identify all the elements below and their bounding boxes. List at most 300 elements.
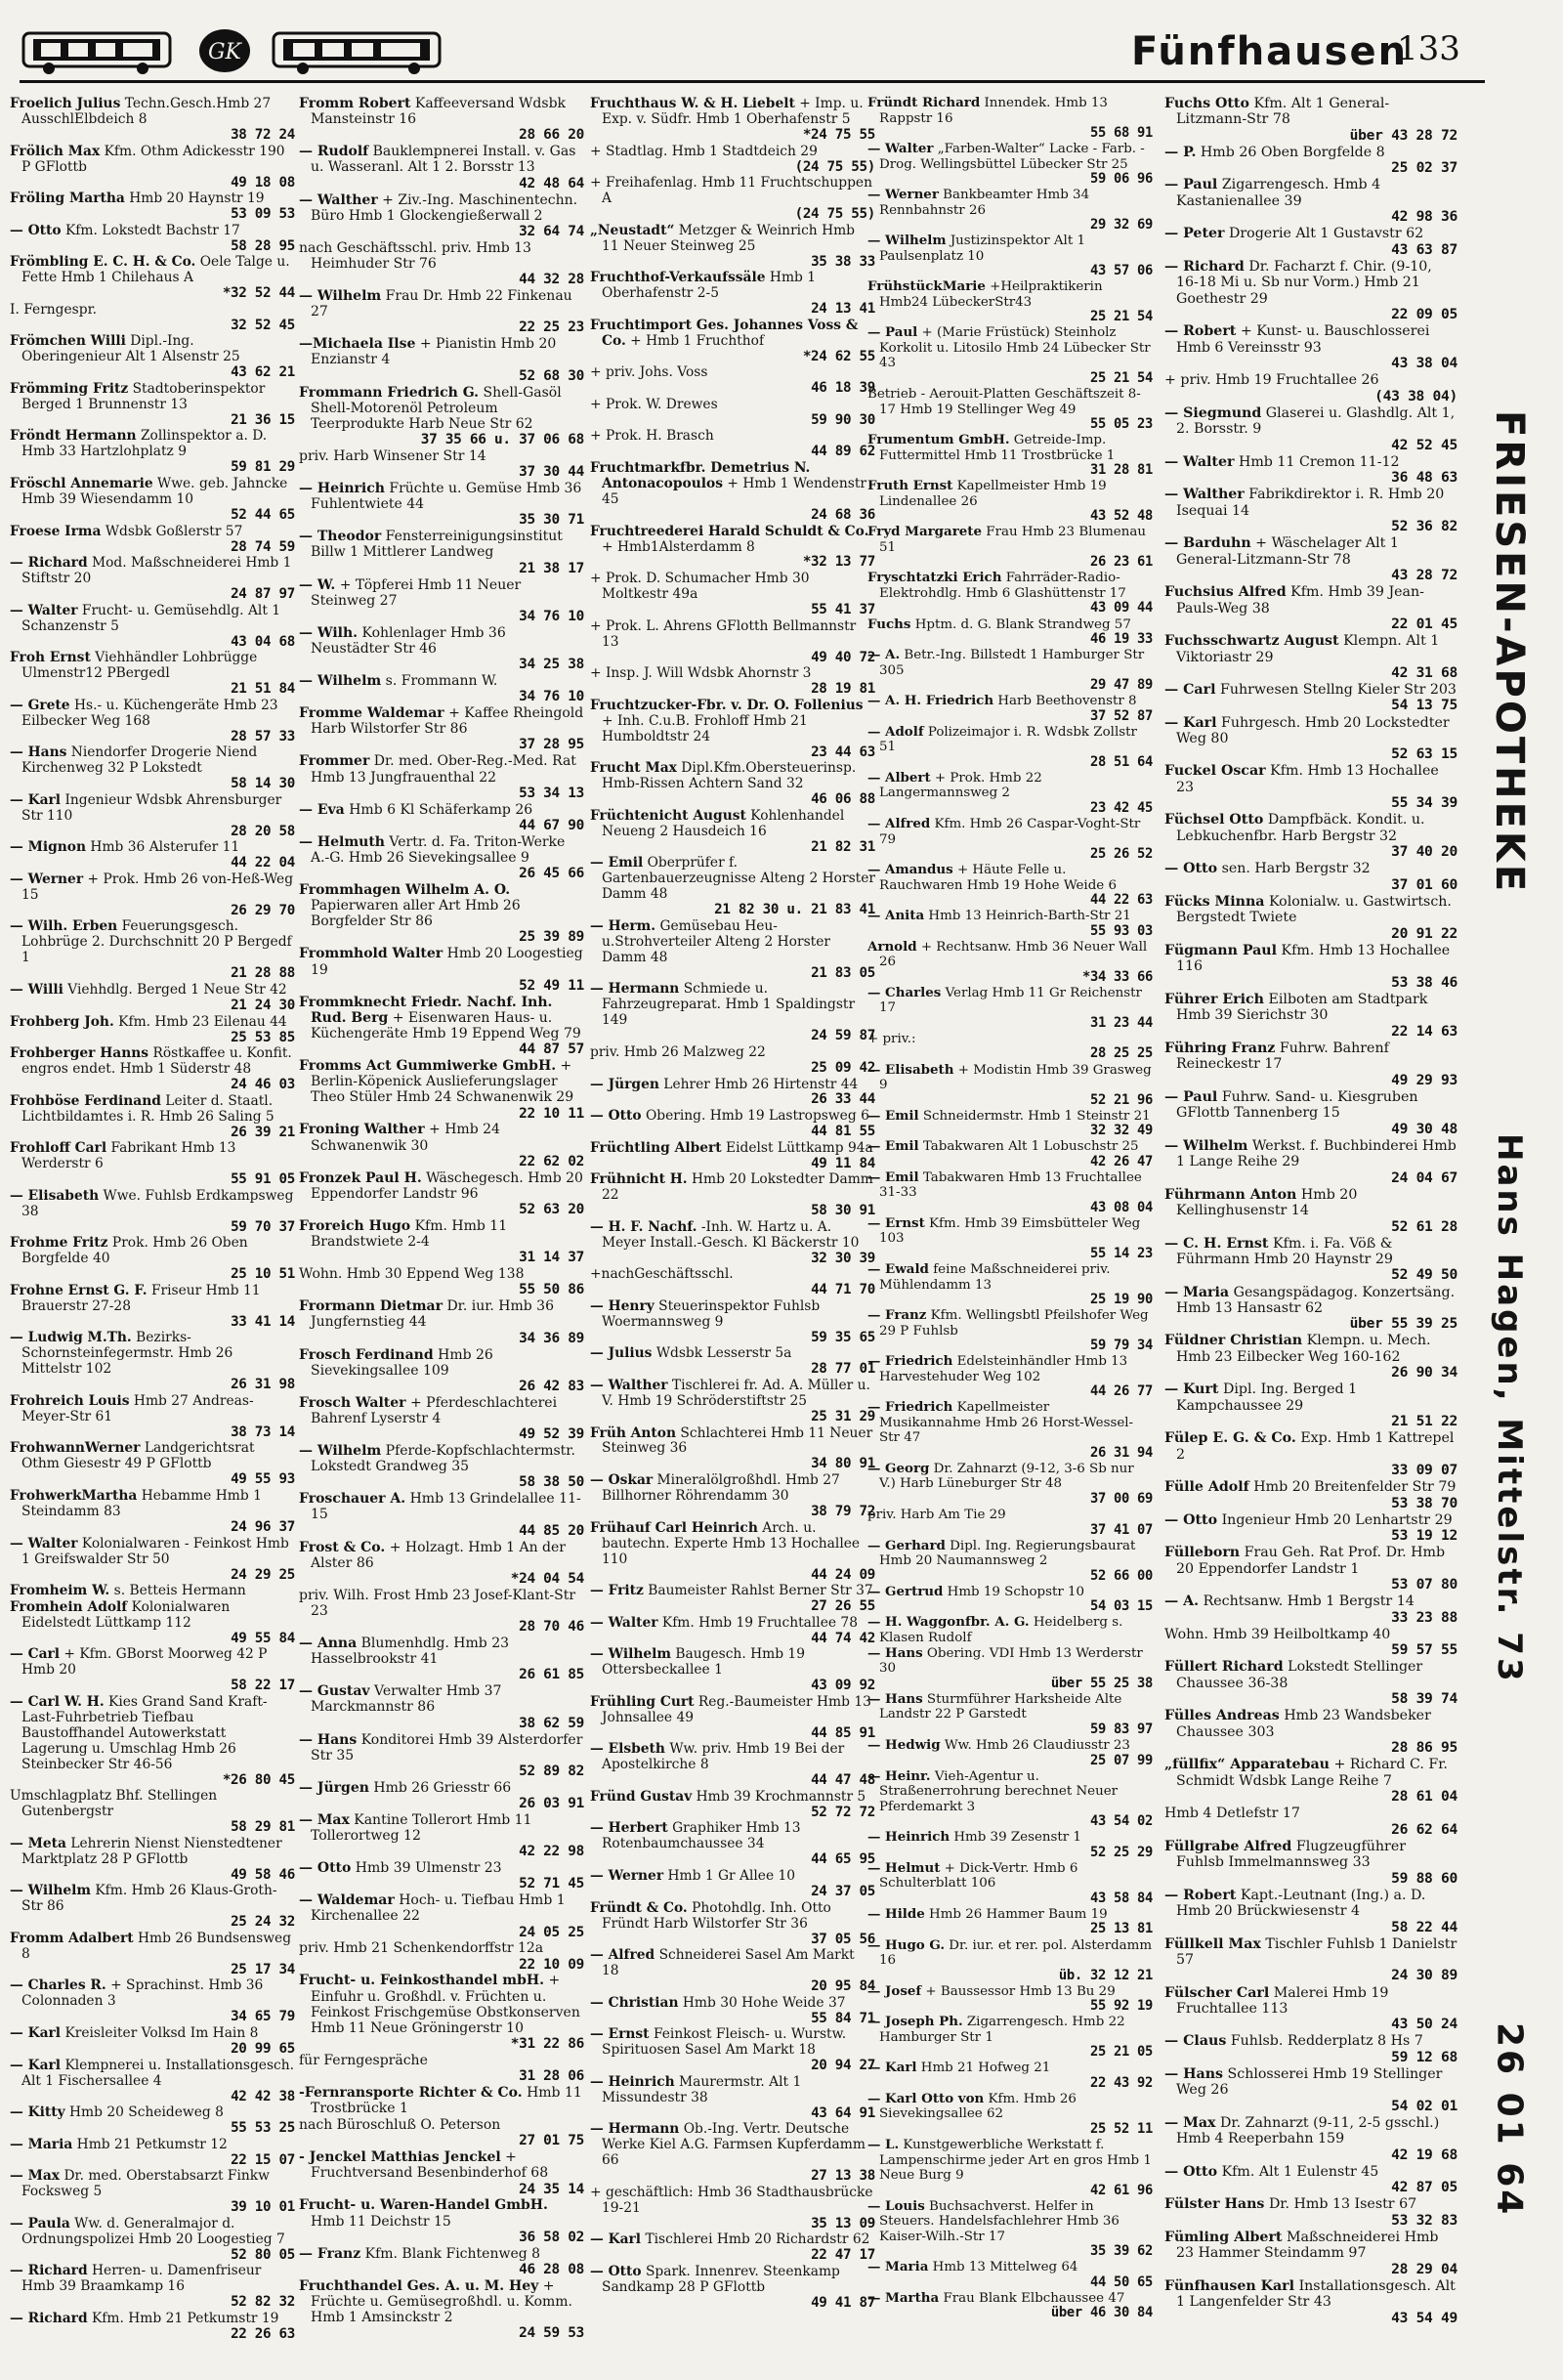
entry-name: Froh Ernst xyxy=(10,650,91,666)
entry-name: Froese Irma xyxy=(10,523,102,539)
entry-phone: 31 14 37 xyxy=(519,1250,584,1266)
entry-phone: 59 83 97 xyxy=(1089,1721,1153,1737)
entry-details: Polizeimajor i. R. Wdsbk Zollstr 51 xyxy=(879,724,1137,755)
directory-entry xyxy=(590,1077,875,1108)
entry-phone: 26 61 85 xyxy=(519,1667,584,1683)
entry-details: Hmb 26 Hammer Baum 19 xyxy=(929,1906,1108,1922)
entry-details: Kunstgewerbliche Werkstatt f. Lampenschirme jeder Art en gros Hmb 1 Neue Burg 9 xyxy=(879,2138,1152,2183)
entry-phone: 29 47 89 xyxy=(1089,677,1153,694)
directory-entry xyxy=(867,1938,1153,1984)
directory-entry xyxy=(1164,372,1457,404)
entry-phone: 42 26 47 xyxy=(1089,1153,1153,1169)
directory-entry xyxy=(867,1262,1153,1308)
entry-phone: 43 04 68 xyxy=(231,633,295,650)
entry-name: Fruchthof-Verkaufssäle xyxy=(590,270,766,286)
directory-entry xyxy=(10,1045,295,1092)
entry-details: Frau Hmb 23 Blumenau 51 xyxy=(879,525,1146,555)
directory-entry xyxy=(1164,1430,1457,1478)
entry-details: nach Büroschluß O. Peterson xyxy=(299,2117,501,2134)
entry-details: Arch. u. bautechn. Experte Hmb 13 Hochallee 110 xyxy=(602,1519,861,1567)
entry-name: — Hans xyxy=(10,744,67,761)
entry-name: — Paul xyxy=(1164,1088,1218,1105)
directory-entry xyxy=(1164,1041,1457,1088)
entry-details: Ww. priv. Hmb 19 Bei der Apostelkirche 8 xyxy=(602,1741,845,1773)
directory-column-2 xyxy=(299,96,584,2342)
directory-entry xyxy=(867,1139,1153,1169)
entry-phone: 37 28 95 xyxy=(519,737,584,753)
entry-phone: 55 05 23 xyxy=(1089,416,1153,433)
entry-name: — Otto xyxy=(1164,2163,1218,2180)
entry-phone: 58 30 91 xyxy=(811,1203,875,1219)
entry-phone: 22 62 02 xyxy=(519,1153,584,1169)
entry-phone: 59 70 37 xyxy=(231,1218,295,1235)
entry-phone: (24 75 55) xyxy=(794,206,875,223)
entry-name: — Waldemar xyxy=(299,1892,395,1909)
entry-name: Froschauer A. xyxy=(299,1491,406,1508)
entry-name: — Herbert xyxy=(590,1820,668,1837)
header-advertisement xyxy=(20,25,449,76)
entry-name: — Julius xyxy=(590,1345,653,1362)
entry-details: Frau Dr. Hmb 22 Finkenau 27 xyxy=(311,288,572,320)
entry-details: Pferde-Kopfschlachtermstr. Lokstedt Grandweg 35 xyxy=(311,1443,575,1475)
entry-name: —Michaela Ilse xyxy=(299,336,416,353)
entry-details: Fuhrgesch. Hmb 20 Lockstedter Weg 80 xyxy=(1176,714,1450,746)
entry-phone: 43 09 44 xyxy=(1089,600,1153,616)
entry-phone: 46 28 08 xyxy=(519,2261,584,2277)
directory-entry xyxy=(867,1646,1153,1692)
entry-phone: *24 62 55 xyxy=(802,348,875,364)
directory-entry xyxy=(867,2138,1153,2198)
directory-entry xyxy=(1164,1806,1457,1838)
entry-phone: 28 66 20 xyxy=(519,127,584,144)
entry-phone: 52 49 50 xyxy=(1391,1266,1457,1284)
entry-details: Reg.-Baumeister Hmb 13 Johnsallee 49 xyxy=(602,1693,871,1725)
directory-entry xyxy=(299,240,584,288)
directory-entry xyxy=(299,385,584,448)
directory-entry xyxy=(867,142,1153,188)
entry-name: Fülleborn xyxy=(1164,1545,1241,1561)
entry-name: — Charles xyxy=(867,984,942,1000)
entry-details: Hmb 26 Oben Borgfelde 8 xyxy=(1200,144,1385,160)
entry-name: Frucht- u. Waren-Handel GmbH. xyxy=(299,2197,548,2214)
directory-entry xyxy=(590,2026,875,2073)
entry-name: — Paula xyxy=(10,2215,70,2231)
directory-entry xyxy=(10,1235,295,1282)
entry-phone: 44 24 09 xyxy=(811,1566,875,1583)
entry-details: Dampfbäck. Kondit. u. Lebkuchenfbr. Harb Bergstr 32 xyxy=(1176,812,1425,844)
directory-entry xyxy=(1164,894,1457,942)
entry-phone: *32 52 44 xyxy=(222,285,295,302)
entry-phone: 24 35 14 xyxy=(519,2181,584,2197)
entry-phone: 25 21 05 xyxy=(1089,2044,1153,2061)
entry-name: Frohne Ernst G. F. xyxy=(10,1282,148,1298)
directory-entry xyxy=(299,1732,584,1780)
entry-details: Schmiede u. Fahrzeugreparat. Hmb 1 Spaldingstr 149 xyxy=(602,981,856,1029)
entry-name: — L. xyxy=(867,2137,900,2152)
directory-entry xyxy=(590,2264,875,2311)
entry-phone: 52 72 72 xyxy=(811,1804,875,1820)
entry-name: — Robert xyxy=(1164,1887,1237,1903)
entry-phone: 52 63 20 xyxy=(519,1202,584,1218)
entry-phone: 52 68 30 xyxy=(519,367,584,384)
directory-entry xyxy=(299,144,584,191)
entry-name: — Werner xyxy=(10,871,84,887)
directory-entry xyxy=(867,387,1153,433)
directory-entry xyxy=(10,918,295,981)
entry-phone: 35 38 33 xyxy=(811,253,875,270)
directory-entry xyxy=(299,1170,584,1218)
entry-name: — Richard xyxy=(10,2310,88,2326)
entry-details: Hmb 20 Haynstr 19 xyxy=(129,191,265,207)
entry-details: Hmb 20 Loogestieg 19 xyxy=(311,946,583,978)
entry-phone: *31 22 86 xyxy=(510,2036,584,2053)
entry-name: Früchtling Albert xyxy=(590,1139,722,1156)
entry-phone: 43 08 04 xyxy=(1089,1199,1153,1215)
entry-details: Kapt.-Leutnant (Ing.) a. D. Hmb 20 Brückwiesenstr 4 xyxy=(1176,1887,1426,1920)
entry-name: — Hermann xyxy=(590,981,680,998)
entry-phone: 49 40 72 xyxy=(811,649,875,665)
directory-entry xyxy=(590,808,875,855)
entry-details: Dr. iur. et rer. pol. Alsterdamm 16 xyxy=(879,1937,1153,1969)
entry-name: FrohwerkMartha xyxy=(10,1488,138,1505)
entry-name: — Josef xyxy=(867,1982,922,1999)
entry-phone: 21 51 22 xyxy=(1391,1413,1457,1430)
directory-entry xyxy=(10,1883,295,1930)
entry-name: Fuchs xyxy=(867,616,911,632)
entry-phone: 25 26 52 xyxy=(1089,846,1153,862)
directory-entry xyxy=(1164,1708,1457,1756)
directory-entry xyxy=(590,665,875,697)
entry-name: — Oskar xyxy=(590,1472,654,1489)
entry-name: Fülep E. G. & Co. xyxy=(1164,1430,1296,1447)
entry-name: — Barduhn xyxy=(1164,535,1251,552)
entry-name: — Amandus xyxy=(867,862,953,878)
entry-details: Zigarrengesch. Hmb 4 Kastanienallee 39 xyxy=(1176,177,1381,209)
entry-phone: 43 38 04 xyxy=(1391,355,1457,372)
directory-entry xyxy=(299,336,584,384)
entry-details: Hmb 23 Wandsbeker Chaussee 303 xyxy=(1176,1708,1431,1740)
directory-entry xyxy=(299,577,584,625)
entry-details: Feinkost Fleisch- u. Wurstw. Spirituosen Sasel Am Markt 18 xyxy=(602,2026,847,2059)
entry-name: — Werner xyxy=(867,187,939,203)
entry-details: +nachGeschäftsschl. xyxy=(590,1266,734,1283)
directory-entry xyxy=(1164,535,1457,583)
entry-phone: 22 10 11 xyxy=(519,1105,584,1122)
entry-name: Frommhagen Wilhelm A. O. xyxy=(299,881,511,898)
entry-name: Fuchsius Alfred xyxy=(1164,584,1287,601)
entry-name: — Otto xyxy=(10,222,62,238)
entry-phone: 28 70 46 xyxy=(519,1619,584,1636)
entry-details: + Richard C. Fr. Schmidt Wdsbk Lange Reihe 7 xyxy=(1176,1757,1448,1789)
entry-phone: 24 46 03 xyxy=(231,1077,295,1093)
directory-entry xyxy=(10,1440,295,1487)
entry-phone: 25 24 32 xyxy=(231,1914,295,1931)
entry-name: — Walter xyxy=(10,602,78,618)
entry-details: Dr. iur. Hmb 36 Jungfernstieg 44 xyxy=(311,1298,554,1331)
entry-phone: 37 52 87 xyxy=(1089,707,1153,724)
entry-name: — Jürgen xyxy=(590,1076,659,1092)
entry-details: Stadtoberinspektor Berged 1 Brunnenstr 13 xyxy=(21,380,266,412)
directory-entry xyxy=(867,940,1153,986)
directory-entry xyxy=(1164,2066,1457,2114)
entry-name: — Walter xyxy=(590,1614,658,1631)
entry-name: Fründ Gustav xyxy=(590,1788,693,1805)
entry-phone: 22 43 92 xyxy=(1089,2074,1153,2091)
entry-phone: 49 55 93 xyxy=(231,1471,295,1488)
entry-phone: 35 39 62 xyxy=(1089,2243,1153,2260)
directory-entry xyxy=(590,1108,875,1139)
entry-phone: 42 61 96 xyxy=(1089,2182,1153,2198)
entry-details: Wäschegesch. Hmb 20 Eppendorfer Landstr 96 xyxy=(311,1169,583,1202)
entry-details: Exp. Hmb 1 Kattrepel 2 xyxy=(1176,1430,1455,1463)
entry-details: Mod. Maßschneiderei Hmb 1 Stiftstr 20 xyxy=(21,555,292,587)
entry-name: Frormann Dietmar xyxy=(299,1298,443,1315)
entry-details: Oele Talge u. Fette Hmb 1 Chilehaus A xyxy=(21,254,290,286)
entry-name: — Gustav xyxy=(299,1683,370,1700)
directory-entry xyxy=(867,2260,1153,2290)
entry-details: +Heilpraktikerin Hmb24 LübeckerStr43 xyxy=(879,279,1103,310)
entry-name: — Karl xyxy=(10,2025,62,2042)
entry-details: Prok. Hmb 26 Oben Borgfelde 40 xyxy=(21,1235,248,1267)
entry-name: „füllfix“ Apparatebau xyxy=(1164,1757,1330,1773)
entry-phone: 52 36 82 xyxy=(1391,518,1457,535)
entry-phone: 37 05 56 xyxy=(811,1931,875,1947)
entry-phone: 53 32 83 xyxy=(1391,2211,1457,2229)
entry-name: Fröschl Annemarie xyxy=(10,475,153,491)
entry-name: — Albert xyxy=(867,769,931,786)
entry-phone: über 43 28 72 xyxy=(1349,126,1457,144)
directory-entry xyxy=(1164,1236,1457,1284)
directory-entry xyxy=(299,1973,584,2052)
entry-name: — Ernst xyxy=(867,1214,925,1231)
entry-name: Frommer xyxy=(299,753,370,770)
entry-details: I. Ferngespr. xyxy=(10,301,98,318)
entry-name: Frommknecht Friedr. Nachf. Inh. Rud. Berg xyxy=(299,994,553,1026)
entry-name: Frohreich Louis xyxy=(10,1392,130,1409)
entry-details: Spark. Innenrev. Steenkamp Sandkamp 28 P GFlottb xyxy=(602,2263,840,2295)
entry-name: Frömbling E. C. H. & Co. xyxy=(10,254,196,271)
entry-name: Fründt Richard xyxy=(867,95,981,110)
directory-entry xyxy=(590,1694,875,1741)
directory-entry xyxy=(867,986,1153,1032)
entry-details: Hmb 20 Lokstedter Damm 22 xyxy=(602,1171,873,1204)
directory-entry xyxy=(867,1539,1153,1585)
entry-name: — A. H. Friedrich xyxy=(867,693,994,709)
entry-name: — Maria xyxy=(1164,1284,1230,1300)
entry-name: — Theodor xyxy=(299,529,382,545)
entry-details: Vertr. d. Fa. Triton-Werke A.-G. Hmb 26 Sievekingsallee 9 xyxy=(311,833,566,866)
directory-entry xyxy=(10,744,295,791)
entry-details: Fabrikdirektor i. R. Hmb 20 Isequai 14 xyxy=(1176,487,1445,519)
directory-entry xyxy=(299,1347,584,1395)
entry-name: Frohböse Ferdinand xyxy=(10,1092,161,1109)
entry-phone: 53 19 12 xyxy=(1391,1527,1457,1545)
directory-entry xyxy=(299,1940,584,1972)
entry-phone: 44 81 55 xyxy=(811,1124,875,1140)
directory-entry xyxy=(299,2053,584,2084)
entry-name: — Rudolf xyxy=(299,144,369,160)
directory-entry xyxy=(1164,584,1457,632)
entry-phone: 42 31 68 xyxy=(1391,663,1457,681)
directory-entry xyxy=(299,529,584,576)
entry-phone: 43 50 24 xyxy=(1391,2016,1457,2033)
entry-details: Schneiderei Sasel Am Markt 18 xyxy=(602,1947,855,1979)
entry-details: Dr. Zahnarzt (9-11, 2-5 gsschl.) Hmb 4 Reeperbahn 159 xyxy=(1176,2114,1440,2147)
entry-phone: 25 21 54 xyxy=(1089,309,1153,325)
entry-phone: 38 62 59 xyxy=(519,1715,584,1731)
entry-details: Bauklempnerei Install. v. Gas u. Wasseranl. Alt 1 2. Borsstr 13 xyxy=(311,144,576,176)
entry-details: Wdsbk Goßlerstr 57 xyxy=(105,523,243,539)
entry-name: — Wilhelm xyxy=(299,1443,382,1459)
entry-name: — Karl xyxy=(10,791,62,808)
directory-entry xyxy=(299,1298,584,1346)
entry-details: Hptm. d. G. Blank Strandweg 57 xyxy=(914,616,1131,632)
entry-details: Mineralölgroßhdl. Hmb 27 Billhorner Röhrendamm 30 xyxy=(602,1472,840,1505)
directory-entry xyxy=(867,2061,1153,2091)
directory-entry xyxy=(299,481,584,529)
entry-name: — Karl Otto von xyxy=(867,2090,985,2106)
directory-entry xyxy=(299,2246,584,2277)
entry-phone: 44 50 65 xyxy=(1089,2274,1153,2290)
directory-entry xyxy=(10,1093,295,1140)
directory-entry xyxy=(590,364,875,396)
entry-details: Baugesch. Hmb 19 Ottersbeckallee 1 xyxy=(602,1646,805,1679)
entry-details: Kfm. Blank Fichtenweg 8 xyxy=(364,2245,541,2262)
directory-entry xyxy=(867,1984,1153,2015)
entry-name: — Hermann xyxy=(590,2121,680,2138)
entry-phone: 29 32 69 xyxy=(1089,217,1153,234)
entry-details: Verwalter Hmb 37 Marckmannstr 86 xyxy=(311,1683,502,1716)
entry-phone: 44 85 91 xyxy=(811,1724,875,1741)
directory-entry xyxy=(867,325,1153,386)
entry-name: — Alfred xyxy=(590,1947,655,1964)
entry-name: — Walter xyxy=(867,141,934,157)
entry-name: Froning Walther xyxy=(299,1122,425,1138)
entry-details: + Kunst- u. Bauschlosserei Hmb 6 Vereinsstr 93 xyxy=(1176,323,1430,356)
entry-details: + Rechtsanw. Hmb 36 Neuer Wall 26 xyxy=(879,939,1148,970)
directory-entry xyxy=(299,946,584,994)
entry-details: Fabrikant Hmb 13 Werderstr 6 xyxy=(21,1140,236,1172)
entry-name: — H. Waggonfbr. A. G. xyxy=(867,1614,1030,1631)
directory-entry xyxy=(10,1488,295,1535)
entry-details: Kfm. Hmb 19 Fruchtallee 78 xyxy=(661,1614,858,1631)
directory-entry xyxy=(867,2015,1153,2061)
directory-entry xyxy=(867,771,1153,817)
entry-phone: 20 94 27 xyxy=(811,2058,875,2074)
directory-entry xyxy=(299,1122,584,1169)
entry-details: Schneidermstr. Hmb 1 Steinstr 21 xyxy=(922,1108,1151,1124)
entry-phone: 25 52 11 xyxy=(1089,2120,1153,2137)
directory-entry xyxy=(867,1738,1153,1768)
entry-name: — Franz xyxy=(299,2245,361,2262)
entry-phone: 52 25 29 xyxy=(1089,1844,1153,1860)
directory-entry xyxy=(867,648,1153,694)
directory-entry xyxy=(10,428,295,475)
entry-name: - Jenckel Matthias Jenckel xyxy=(299,2149,501,2166)
directory-entry xyxy=(867,817,1153,863)
entry-phone: 21 82 30 u. 21 83 41 xyxy=(714,902,875,918)
entry-phone: 43 63 87 xyxy=(1391,240,1457,258)
entry-details: Getreide-Imp. Futtermittel Hmb 11 Trostbrücke 1 xyxy=(879,433,1116,463)
entry-phone: 55 14 23 xyxy=(1089,1245,1153,1261)
entry-details: -Inh. W. Hartz u. A. Meyer Install.-Gesch. Kl Bäckerstr 10 xyxy=(602,1218,860,1251)
entry-name: Führer Erich xyxy=(1164,991,1265,1007)
entry-details: Kohlenhandel Neueng 2 Hausdeich 16 xyxy=(602,807,845,839)
entry-details: Frau Geh. Rat Prof. Dr. Hmb 20 Eppendorfer Landstr 1 xyxy=(1176,1545,1446,1577)
entry-phone: 28 61 04 xyxy=(1391,1788,1457,1806)
entry-details: Hmb 39 Krochmannstr 5 xyxy=(696,1788,866,1805)
directory-entry xyxy=(299,625,584,673)
entry-phone: 22 10 09 xyxy=(519,1956,584,1973)
entry-name: — Joseph Ph. xyxy=(867,2014,963,2030)
entry-phone: 22 09 05 xyxy=(1391,306,1457,323)
page-number: 133 xyxy=(1397,29,1460,68)
entry-details: Landgerichtsrat Othm Giesestr 49 P GFlottb xyxy=(21,1440,255,1472)
entry-details: priv. Hmb 21 Schenkendorffstr 12a xyxy=(299,1940,544,1957)
entry-details: Hebamme Hmb 1 Steindamm 83 xyxy=(21,1488,262,1520)
entry-details: + priv. Hmb 19 Fruchtallee 26 xyxy=(1164,372,1379,389)
entry-details: Steuerinspektor Fuhlsb Woermannsweg 9 xyxy=(602,1297,821,1330)
entry-name: — Adolf xyxy=(867,723,924,740)
entry-name: — Otto xyxy=(299,1860,352,1877)
entry-name: FrohwannWerner xyxy=(10,1440,141,1457)
directory-entry xyxy=(1164,96,1457,144)
entry-details: Hmb 26 Bundsensweg 8 xyxy=(21,1930,292,1962)
directory-entry xyxy=(299,802,584,833)
directory-entry xyxy=(10,1694,295,1788)
directory-entry xyxy=(299,1683,584,1731)
directory-entry xyxy=(867,1585,1153,1615)
entry-details: + Kaffee Rheingold Harb Wilstorfer Str 86 xyxy=(311,705,584,738)
entry-name: Fülles Andreas xyxy=(1164,1708,1280,1724)
directory-entry xyxy=(867,525,1153,571)
entry-details: Fuhrw. Bahrenf Reineckestr 17 xyxy=(1176,1040,1389,1073)
directory-entry xyxy=(10,1599,295,1646)
header-ad-graphic xyxy=(20,25,449,76)
entry-phone: 52 61 28 xyxy=(1391,1217,1457,1235)
directory-entry xyxy=(590,1298,875,1345)
entry-phone: 28 19 81 xyxy=(811,681,875,698)
entry-phone: 44 67 90 xyxy=(519,817,584,833)
entry-details: Betr.-Ing. Billstedt 1 Hamburger Str 305 xyxy=(879,648,1145,678)
entry-name: — Helmut xyxy=(867,1859,941,1876)
vertical-advertisement xyxy=(1465,410,1553,2345)
entry-name: Führing Franz xyxy=(1164,1040,1276,1056)
entry-details: Kapellmeister Musikannahme Hmb 26 Horst-Wessel-Str 47 xyxy=(879,1400,1134,1446)
directory-entry xyxy=(10,698,295,744)
entry-details: Hmb 20 Kellinghusenstr 14 xyxy=(1176,1186,1358,1219)
directory-entry xyxy=(867,694,1153,724)
entry-details: Hmb 6 Kl Schäferkamp 26 xyxy=(349,801,533,818)
directory-entry xyxy=(1164,405,1457,453)
entry-phone: 28 51 64 xyxy=(1089,753,1153,770)
entry-name: — Emil xyxy=(590,855,644,871)
directory-entry xyxy=(867,617,1153,648)
entry-name: — A. xyxy=(867,647,901,663)
entry-phone: über 46 30 84 xyxy=(1050,2305,1153,2321)
directory-entry xyxy=(867,1861,1153,1907)
entry-name: Frommhold Walter xyxy=(299,946,444,962)
entry-phone: 59 35 65 xyxy=(811,1329,875,1345)
directory-entry xyxy=(1164,454,1457,487)
directory-entry xyxy=(590,1472,875,1519)
directory-entry xyxy=(1164,1089,1457,1137)
entry-phone: 54 02 01 xyxy=(1391,2097,1457,2114)
entry-name: — Hans xyxy=(1164,2065,1224,2082)
entry-name: — Heinrich xyxy=(867,1829,950,1846)
entry-phone: 22 25 23 xyxy=(519,319,584,336)
entry-name: — Emil xyxy=(867,1107,919,1124)
